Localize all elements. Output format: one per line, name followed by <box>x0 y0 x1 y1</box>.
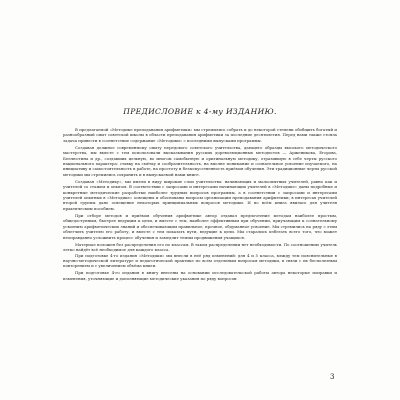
paragraph: Создавая «Методику», мы имели в виду широкие слои учительства: начинающих и малоопытных учителей, равно как и учителей со стажем и опытом. В соответствии с запросами и интересами начинающих учителей в «Методике» даны подробные и конкретные методические разработки наиболее трудных вопросов программы, а в соответствии с запросами и интересами учителей опытных в «Методике» освещены и обоснованы вопросы организации преподавания арифметики; в интересах учителей второй группы дано освещение некоторых принципиальных вопросов методики. И во всём книга явилась для учителя практическим пособием. <box>63 178 337 211</box>
paragraph: При отборе методов и приёмов обучения арифметике автор отдавал предпочтение методам наиболее простым, общедоступным, быстрее ведущим к цели, и вместе с тем, наиболее эффективным при обучении, приучающим к сознательному усвоению арифметических знаний и обеспечивающим правильное, прочное, обдуманное усвоение. Мы стремились на ряду с этим облегчить учителю его работу, и вместе с тем показать пути, ведущие к цели. Мы старались избегать всего того, что может неоправданно усложнить процесс обучения и замедлит темпы продвижения учащихся. <box>63 212 337 240</box>
paragraph: В предлагаемой «Методике преподавания арифметики» мы стремились собрать и до некоторой степени обобщить богатый и разнообразный опыт советской школы в области преподавания арифметики за последние десятилетия. Перед нами также стояла задача привести в соответствие содержание «Методики» с последними выпусками программы. <box>63 127 337 143</box>
preface-heading: ПРЕДИСЛОВИЕ к 4-му ИЗДАНИЮ. <box>123 107 277 116</box>
paragraph: Создавая должное современному опыту передового советского учительства, дающего образцы высокого методического мастерства, мы вместе с тем использовали высказывания русских дореволюционных методистов — Аржениковa, Егорова, Беллюстина и др., создавших цельную, во многом самобытную и оригинальную методику, отразившую в себе черты русского национального характера: ставку на смётку и сообразительность, на вполне понимание и сознательное усвоение изучаемого, на инициативу и самостоятельность в работе, на простоту и безыскусственность приёмов обучения. Эти традиционные черты русской методики мы стремились сохранить и в выпускаемой нами книге. <box>63 144 337 177</box>
preface-body <box>63 127 337 282</box>
paragraph: Материал положен без распределения его по классам. В таком распределении нет необходимости. По соотношению учитель легко найдёт всё необходимое для каждого класса. <box>63 241 337 252</box>
paragraph: При подготовке 4-го издания «Методики» мы внесли в неё ряд изменений: для 4 и 5 класса, между тем пояснительные в научно-методической литературе и педагогической практике по всем отдельным вопросам методики, в связи с их бесполезным повторением и с увеличением объёма книги. <box>63 252 337 269</box>
page-number: 3 <box>330 373 335 381</box>
paragraph: При подготовке 4-го издания в книгу внесены на основании исследовательской работы автора некоторые поправки и изменения, уточняющие и дополняющие методические указания по ряду вопросов: <box>63 270 337 281</box>
